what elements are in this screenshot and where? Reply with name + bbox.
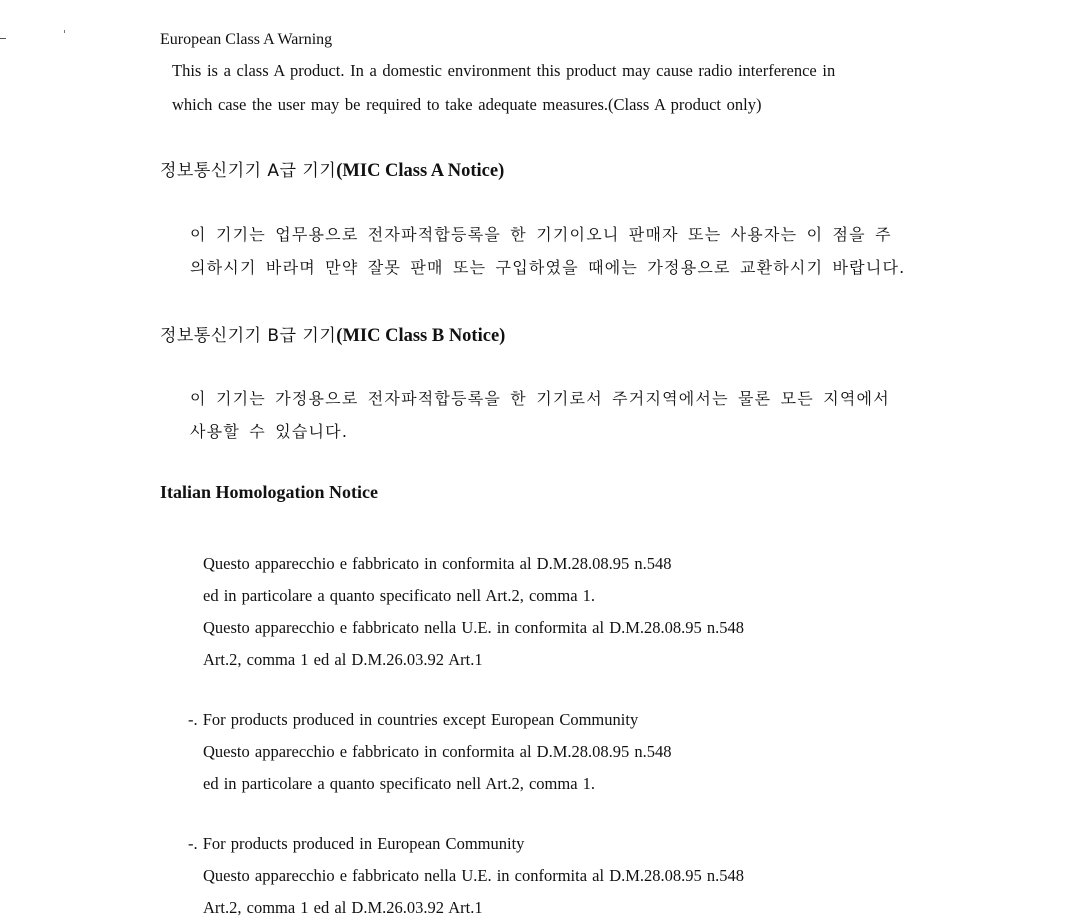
eu-products-line-1: Questo apparecchio e fabbricato nella U.E. in conformita al D.M.28.08.95 n.548 (203, 866, 745, 885)
italian-intro-line-2: ed in particolare a quanto specificato nell Art.2, comma 1. (203, 586, 596, 605)
italian-notice-heading: Italian Homologation Notice (160, 482, 378, 502)
mic-class-a-heading-english: (MIC Class A Notice) (336, 161, 505, 181)
italian-intro-line-1: Questo apparecchio e fabbricato in conformita al D.M.28.08.95 n.548 (203, 554, 672, 573)
mic-class-a-heading (160, 161, 504, 181)
non-eu-products-line-2: ed in particolare a quanto specificato nell Art.2, comma 1. (203, 774, 596, 793)
mic-class-a-body-line-2: 의하시기 바라며 만약 잘못 판매 또는 구입하였을 때에는 가정용으로 교환하시기 바랍니다. (190, 258, 906, 277)
euro-warning-heading: European Class A Warning (160, 31, 333, 48)
non-eu-products-bullet: -. For products produced in countries except European Community (188, 710, 639, 729)
eu-products-line-2: Art.2, comma 1 ed al D.M.26.03.92 Art.1 (203, 898, 483, 917)
eu-products-bullet: -. For products produced in European Community (188, 834, 525, 853)
scan-edge-mark (0, 38, 6, 39)
mic-class-b-heading (160, 326, 505, 346)
mic-class-b-heading-english: (MIC Class B Notice) (336, 326, 506, 346)
mic-class-b-body-line-2: 사용할 수 있습니다. (190, 422, 349, 441)
euro-warning-body-line-1: This is a class A product. In a domestic environment this product may cause radio interference in (172, 61, 836, 80)
mic-class-b-body-line-1: 이 기기는 가정용으로 전자파적합등록을 한 기기로서 주거지역에서는 물론 모든 지역에서 (190, 389, 890, 408)
mic-class-a-heading-korean: 정보통신기기 A급 기기 (160, 161, 337, 181)
non-eu-products-line-1: Questo apparecchio e fabbricato in conformita al D.M.28.08.95 n.548 (203, 742, 672, 761)
italian-intro-line-4: Art.2, comma 1 ed al D.M.26.03.92 Art.1 (203, 650, 483, 669)
mic-class-b-heading-korean: 정보통신기기 B급 기기 (160, 326, 337, 346)
scan-edge-tick (64, 30, 65, 33)
italian-intro-line-3: Questo apparecchio e fabbricato nella U.E. in conformita al D.M.28.08.95 n.548 (203, 618, 745, 637)
mic-class-a-body-line-1: 이 기기는 업무용으로 전자파적합등록을 한 기기이오니 판매자 또는 사용자는 이 점을 주 (190, 225, 892, 244)
euro-warning-body-line-2: which case the user may be required to take adequate measures.(Class A product only) (172, 95, 762, 114)
